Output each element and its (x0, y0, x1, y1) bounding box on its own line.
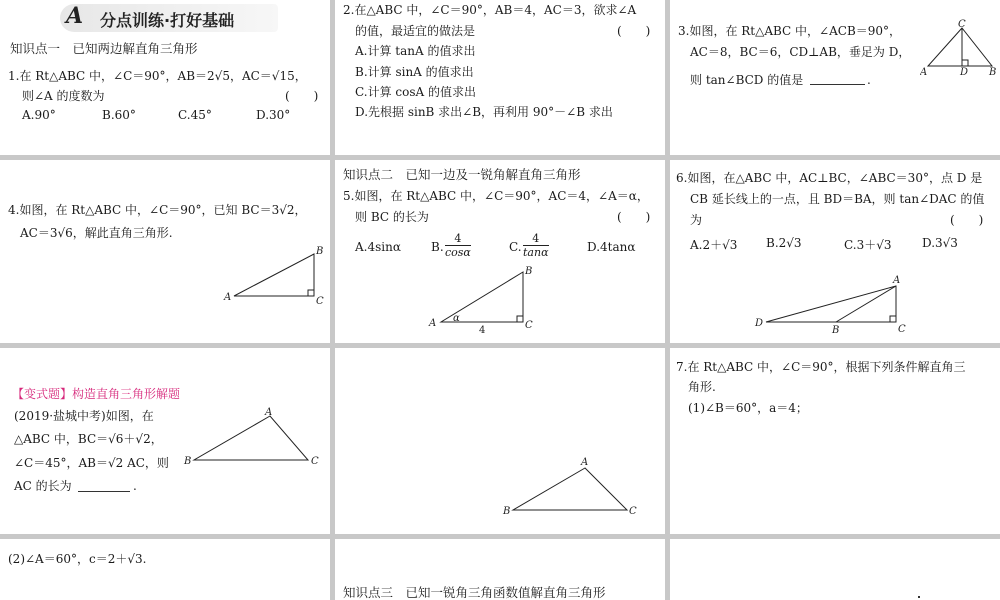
q4-triangle (234, 254, 314, 296)
q5-label-alpha: α (453, 313, 460, 324)
q1-paren: ( ) (285, 89, 319, 103)
q6-option-c: C.3＋√3 (844, 238, 892, 252)
q2-line2: 的值，最适宜的做法是 (355, 24, 476, 38)
q3-line2: AC＝8，BC＝6，CD⊥AB，垂足为 D， (690, 45, 911, 59)
q5-option-d: D.4tanα (587, 240, 636, 254)
q6-right-angle-mark (890, 316, 896, 322)
q3-answer-blank (810, 84, 865, 85)
variant-period: . (133, 479, 137, 493)
variant-line2: △ABC 中，BC＝√6＋√2， (14, 432, 163, 446)
q2-option-d: D.先根据 sinB 求出∠B，再利用 90°－∠B 求出 (355, 105, 613, 119)
q3-triangle (928, 28, 992, 66)
q4-label-b: B (316, 246, 324, 257)
q5-line1: 5.如图，在 Rt△ABC 中，∠C＝90°，AC＝4，∠A＝α， (343, 189, 649, 203)
q2-option-a: A.计算 tanA 的值求出 (355, 44, 476, 58)
variant-figure (180, 406, 326, 468)
panel-q7 (670, 348, 1000, 534)
q6-line3: 为 (690, 213, 703, 227)
q5-label-c: C (525, 320, 533, 331)
stray-dot (918, 596, 920, 598)
q6-segment-ab (836, 286, 896, 322)
q2-option-b: B.计算 sinA 的值求出 (355, 65, 474, 79)
panel-q6 (670, 160, 1000, 343)
q5-option-c-num: 4 (523, 232, 549, 246)
q4-line2: AC＝3√6，解此直角三角形. (20, 226, 173, 240)
q4-label-a: A (224, 292, 232, 303)
panel-q4 (0, 160, 330, 343)
knowledge-point-1: 知识点一 已知两边解直角三角形 (10, 41, 198, 56)
q2-paren: ( ) (617, 24, 651, 38)
panel-q7-part2 (0, 539, 330, 600)
q4-right-angle-mark (308, 290, 314, 296)
q7-sub2: (2)∠A＝60°，c＝2＋√3. (8, 552, 147, 566)
variant-copy-label-a: A (581, 457, 589, 468)
panel-variant (0, 348, 330, 534)
variant-answer-blank (78, 491, 130, 492)
q3-label-b: B (989, 67, 997, 78)
panel-q2 (335, 0, 665, 155)
q6-label-d: D (755, 318, 764, 329)
q3-line3: 则 tan∠BCD 的值是 (690, 73, 804, 87)
q5-label-b: B (525, 266, 533, 277)
panel-empty (670, 539, 1000, 600)
q6-paren: ( ) (950, 213, 984, 227)
q5-option-b-num: 4 (445, 232, 471, 246)
variant-line1: (2019·盐城中考)如图，在 (14, 409, 154, 423)
panel-q3 (670, 0, 1000, 155)
variant-copy-label-b: B (503, 506, 511, 517)
q5-label-4: 4 (479, 325, 486, 334)
q6-label-a: A (893, 275, 901, 286)
q6-option-a: A.2＋√3 (690, 238, 738, 252)
knowledge-point-2: 知识点二 已知一边及一锐角解直角三角形 (343, 167, 581, 182)
q1-option-d: D.30° (256, 108, 291, 122)
q6-option-b: B.2√3 (766, 236, 802, 250)
q6-triangle-dac (766, 286, 896, 322)
variant-label-a: A (265, 407, 273, 418)
variant-triangle (194, 416, 308, 460)
q1-line2: 则∠A 的度数为 (22, 89, 105, 103)
q4-label-c: C (316, 296, 324, 307)
q4-figure (222, 244, 326, 308)
q7-sub1: (1)∠B＝60°，a＝4； (688, 401, 808, 415)
q5-paren: ( ) (617, 210, 651, 224)
q6-line2: CB 延长线上的一点，且 BD＝BA，则 tan∠DAC 的值 (690, 192, 985, 206)
knowledge-point-3: 知识点三 已知一锐角三角函数值解直角三角形 (343, 585, 606, 600)
panel-q5 (335, 160, 665, 343)
q5-label-a: A (429, 318, 437, 329)
section-title: 分点训练·打好基础 (100, 11, 235, 30)
q3-figure (920, 18, 998, 80)
q6-option-d: D.3√3 (922, 236, 958, 250)
q3-line1: 3.如图，在 Rt△ABC 中，∠ACB＝90°， (678, 24, 902, 38)
q6-label-c: C (898, 324, 906, 335)
variant-copy-label-c: C (629, 506, 637, 517)
q2-line1: 2.在△ABC 中，∠C＝90°，AB＝4，AC＝3，欲求∠A (343, 3, 637, 17)
variant-label-b: B (184, 456, 192, 467)
q5-line2: 则 BC 的长为 (355, 210, 429, 224)
q1-option-b: B.60° (102, 108, 136, 122)
panel-variant-figure (335, 348, 665, 534)
q5-option-c-den: tanα (523, 246, 549, 259)
q5-option-a: A.4sinα (355, 240, 401, 254)
section-banner (60, 4, 278, 32)
variant-line3: ∠C＝45°，AB＝√2 AC，则 (14, 456, 169, 470)
variant-copy-triangle (513, 468, 627, 510)
q5-option-b-prefix: B. (431, 240, 444, 254)
variant-tag: 【变式题】构造直角三角形解题 (12, 387, 181, 401)
variant-figure-copy (501, 454, 641, 518)
panel-q1 (0, 0, 330, 155)
q1-option-c: C.45° (178, 108, 212, 122)
q6-label-b: B (832, 325, 840, 336)
section-letter: A (66, 3, 84, 29)
variant-line4: AC 的长为 (14, 479, 72, 493)
q2-option-c: C.计算 cosA 的值求出 (355, 85, 476, 99)
q5-right-angle-mark (517, 316, 523, 322)
q7-line2: 角形. (688, 380, 716, 394)
q4-line1: 4.如图，在 Rt△ABC 中，∠C＝90°，已知 BC＝3√2， (8, 203, 307, 217)
q5-option-c-fraction (523, 232, 549, 259)
q6-figure (754, 272, 914, 336)
q5-figure (427, 264, 547, 334)
q7-line1: 7.在 Rt△ABC 中，∠C＝90°，根据下列条件解直角三 (676, 360, 966, 374)
q3-right-angle-mark (962, 60, 968, 66)
q3-label-a: A (920, 67, 928, 78)
q1-option-a: A.90° (22, 108, 56, 122)
q5-option-b-fraction (445, 232, 471, 259)
q6-line1: 6.如图，在△ABC 中，AC⊥BC，∠ABC＝30°，点 D 是 (676, 171, 983, 185)
variant-label-c: C (311, 456, 319, 467)
panel-kp3 (335, 539, 665, 600)
q3-label-d: D (960, 67, 969, 78)
q1-line1: 1.在 Rt△ABC 中，∠C＝90°，AB＝2√5，AC＝√15， (8, 69, 307, 83)
q3-label-c: C (958, 19, 966, 30)
q5-option-c-prefix: C. (509, 240, 522, 254)
q5-option-b-den: cosα (445, 246, 471, 259)
q3-period: . (867, 73, 871, 87)
